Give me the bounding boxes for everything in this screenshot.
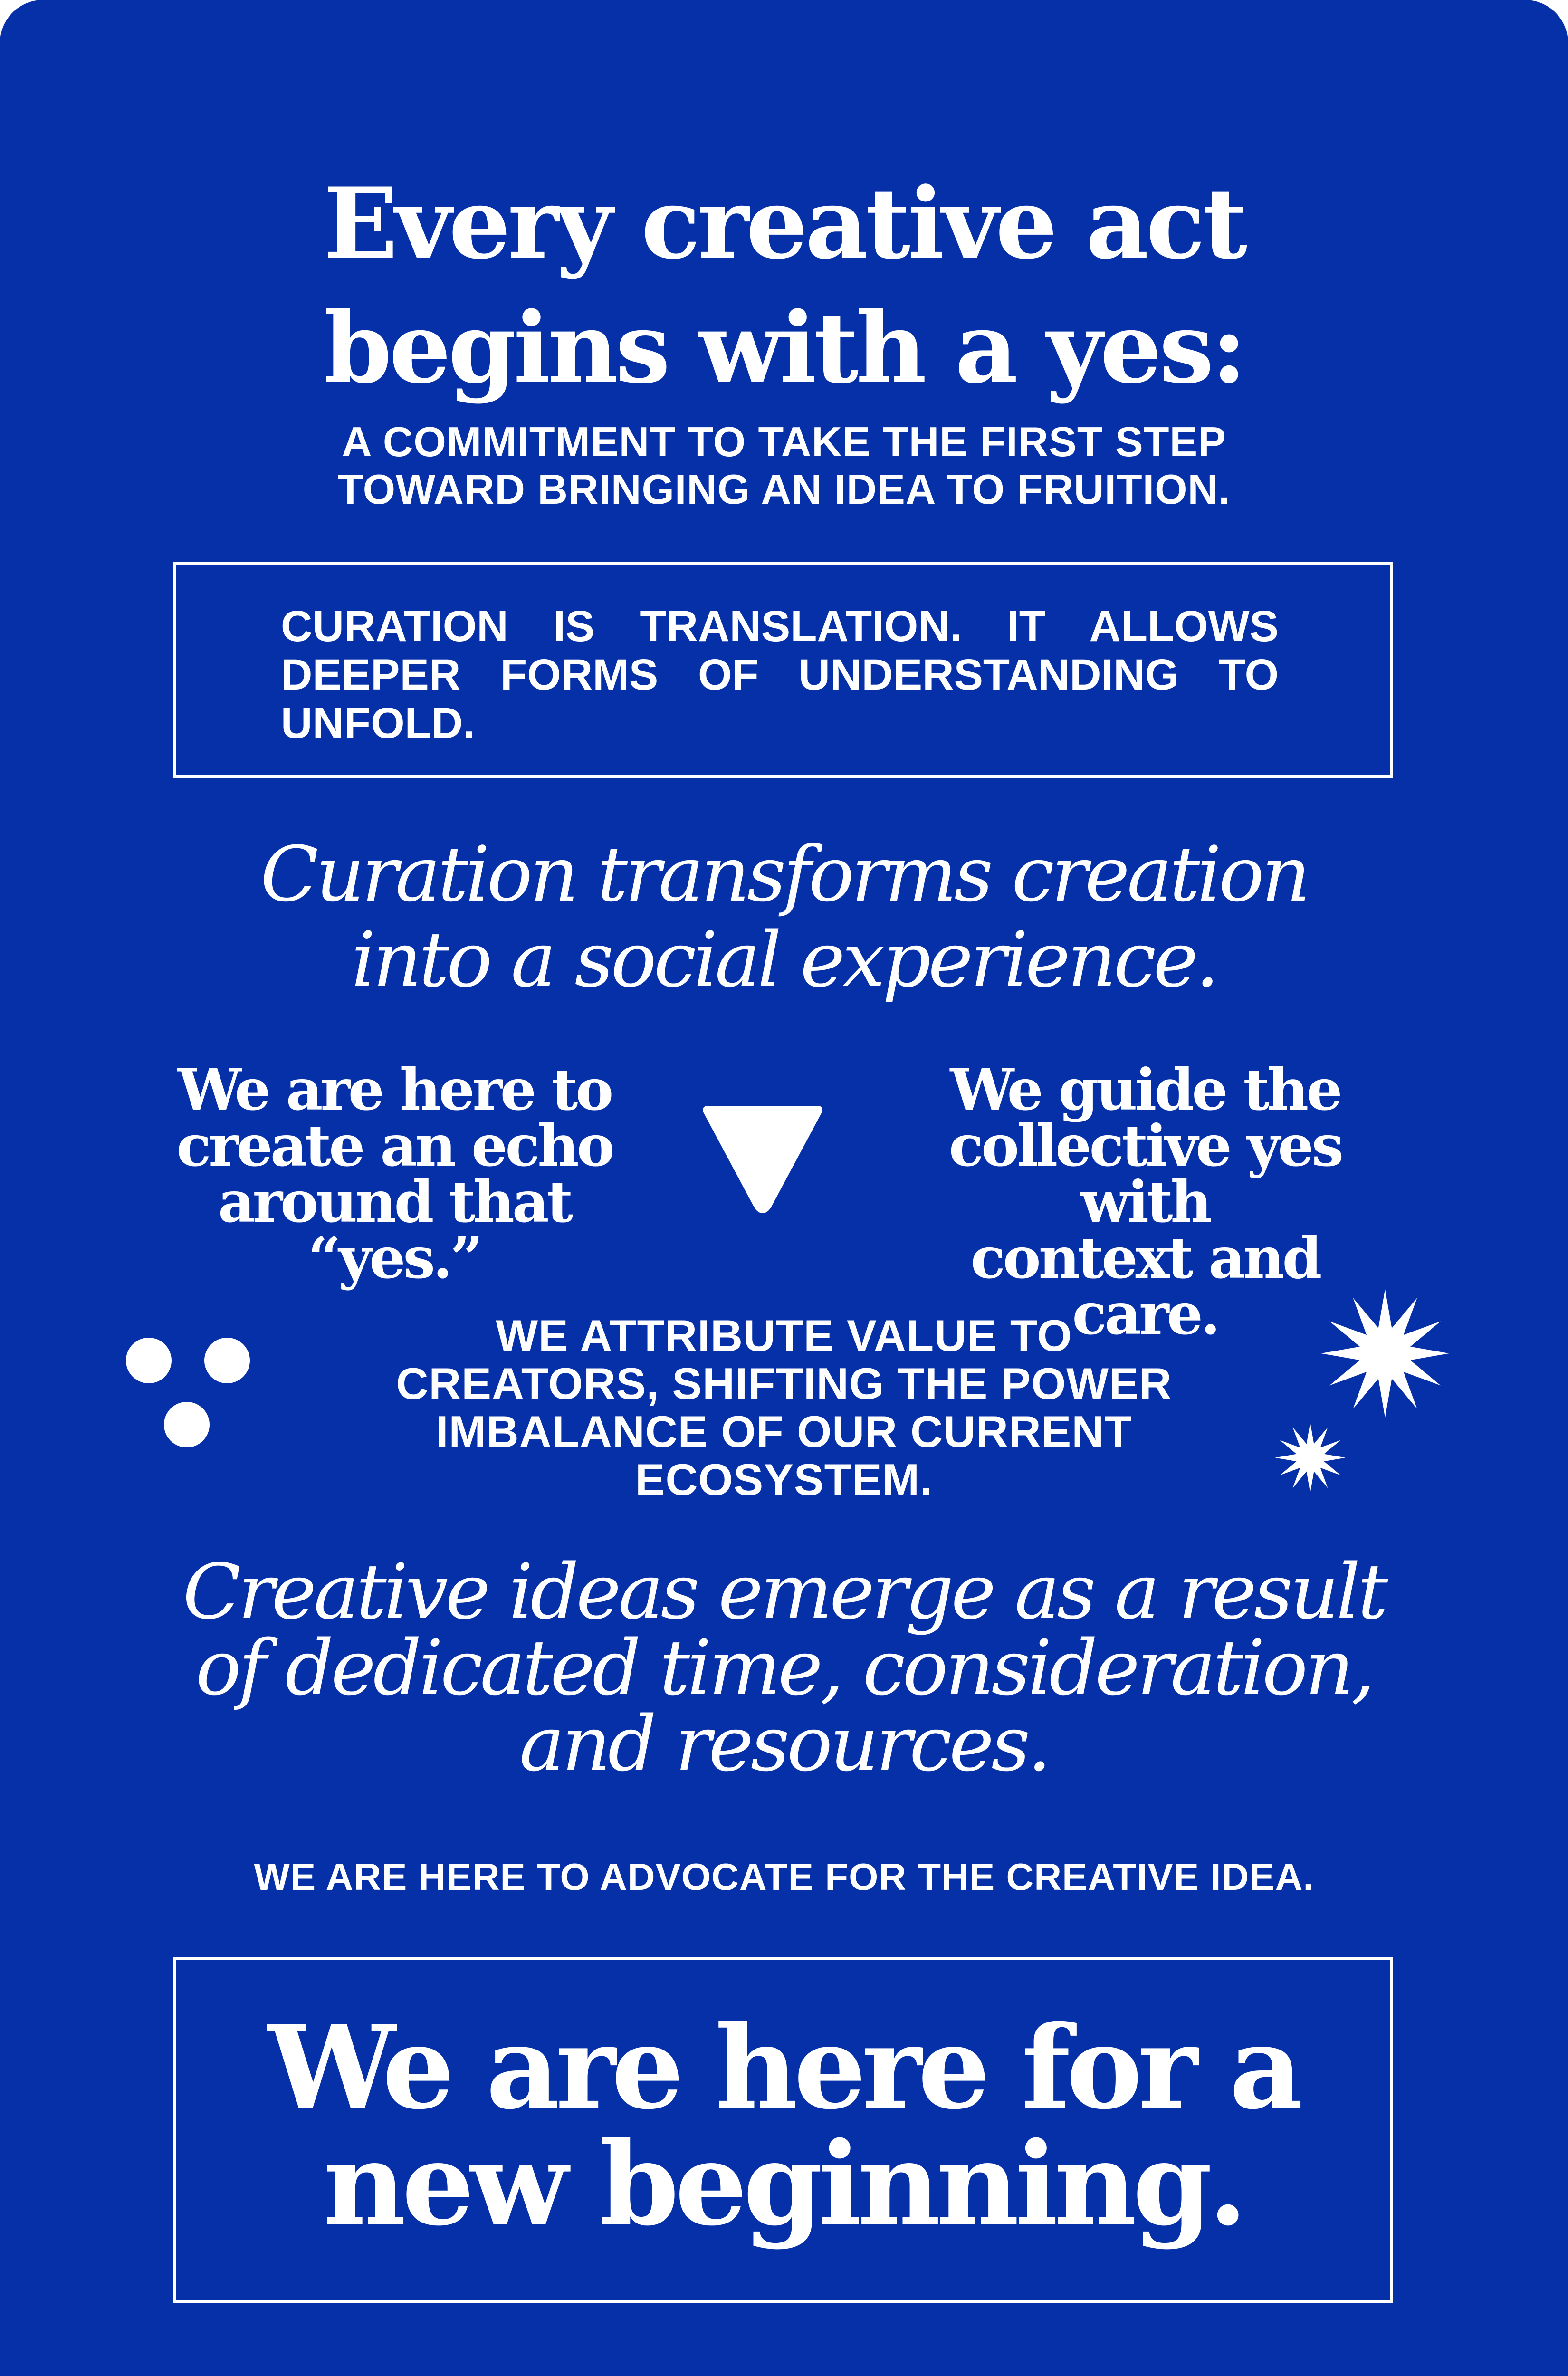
curation-statement (0, 832, 1568, 1003)
guide-column-line: We guide the (950, 1056, 1340, 1123)
curation-box (173, 562, 1393, 778)
advocate-line: WE ARE HERE TO ADVOCATE FOR THE CREATIVE IDEA. (254, 1856, 1314, 1898)
curation-box-text: CURATION IS TRANSLATION. IT ALLOWS DEEPER FORMS OF UNDERSTANDING TO UNFOLD. (281, 602, 1279, 747)
value-statement-line: ECOSYSTEM. (635, 1455, 933, 1504)
subheadline-line: A COMMITMENT TO TAKE THE FIRST STEP (342, 418, 1226, 465)
echo-column-line: create an echo (176, 1112, 612, 1179)
echo-column-line: around that “yes.” (218, 1169, 571, 1292)
value-statement-line: IMBALANCE OF OUR CURRENT (436, 1407, 1132, 1456)
echo-column-line: We are here to (177, 1056, 612, 1123)
value-statement-line: WE ATTRIBUTE VALUE TO (496, 1311, 1072, 1360)
sparkle-star-icon (1319, 1287, 1452, 1420)
ideas-statement-line: of dedicated time, consideration, (195, 1623, 1373, 1712)
closing-box (173, 1957, 1393, 2303)
down-triangle-icon (698, 1102, 827, 1213)
ideas-statement-line: Creative ideas emerge as a result (182, 1547, 1386, 1636)
subheadline (0, 418, 1568, 513)
closing-statement-line: We are here for a (268, 2001, 1299, 2135)
closing-statement-line: new beginning. (323, 2117, 1243, 2251)
value-statement-line: CREATORS, SHIFTING THE POWER (396, 1359, 1172, 1408)
echo-column (143, 1056, 646, 1292)
subheadline-line: TOWARD BRINGING AN IDEA TO FRUITION. (337, 466, 1231, 513)
curation-statement-line: Curation transforms creation (260, 830, 1308, 919)
headline-line: begins with a yes: (324, 291, 1244, 405)
headline (0, 162, 1568, 411)
curation-statement-line: into a social experience. (351, 915, 1217, 1004)
guide-column-line: collective yes with (948, 1112, 1342, 1236)
guide-column-line: context and care. (970, 1225, 1320, 1348)
sparkle-star-icon (1273, 1421, 1347, 1495)
closing-statement (176, 2001, 1390, 2251)
headline-line: Every creative act (323, 167, 1245, 281)
ideas-statement (0, 1547, 1568, 1788)
ideas-statement-line: and resources. (519, 1699, 1049, 1788)
